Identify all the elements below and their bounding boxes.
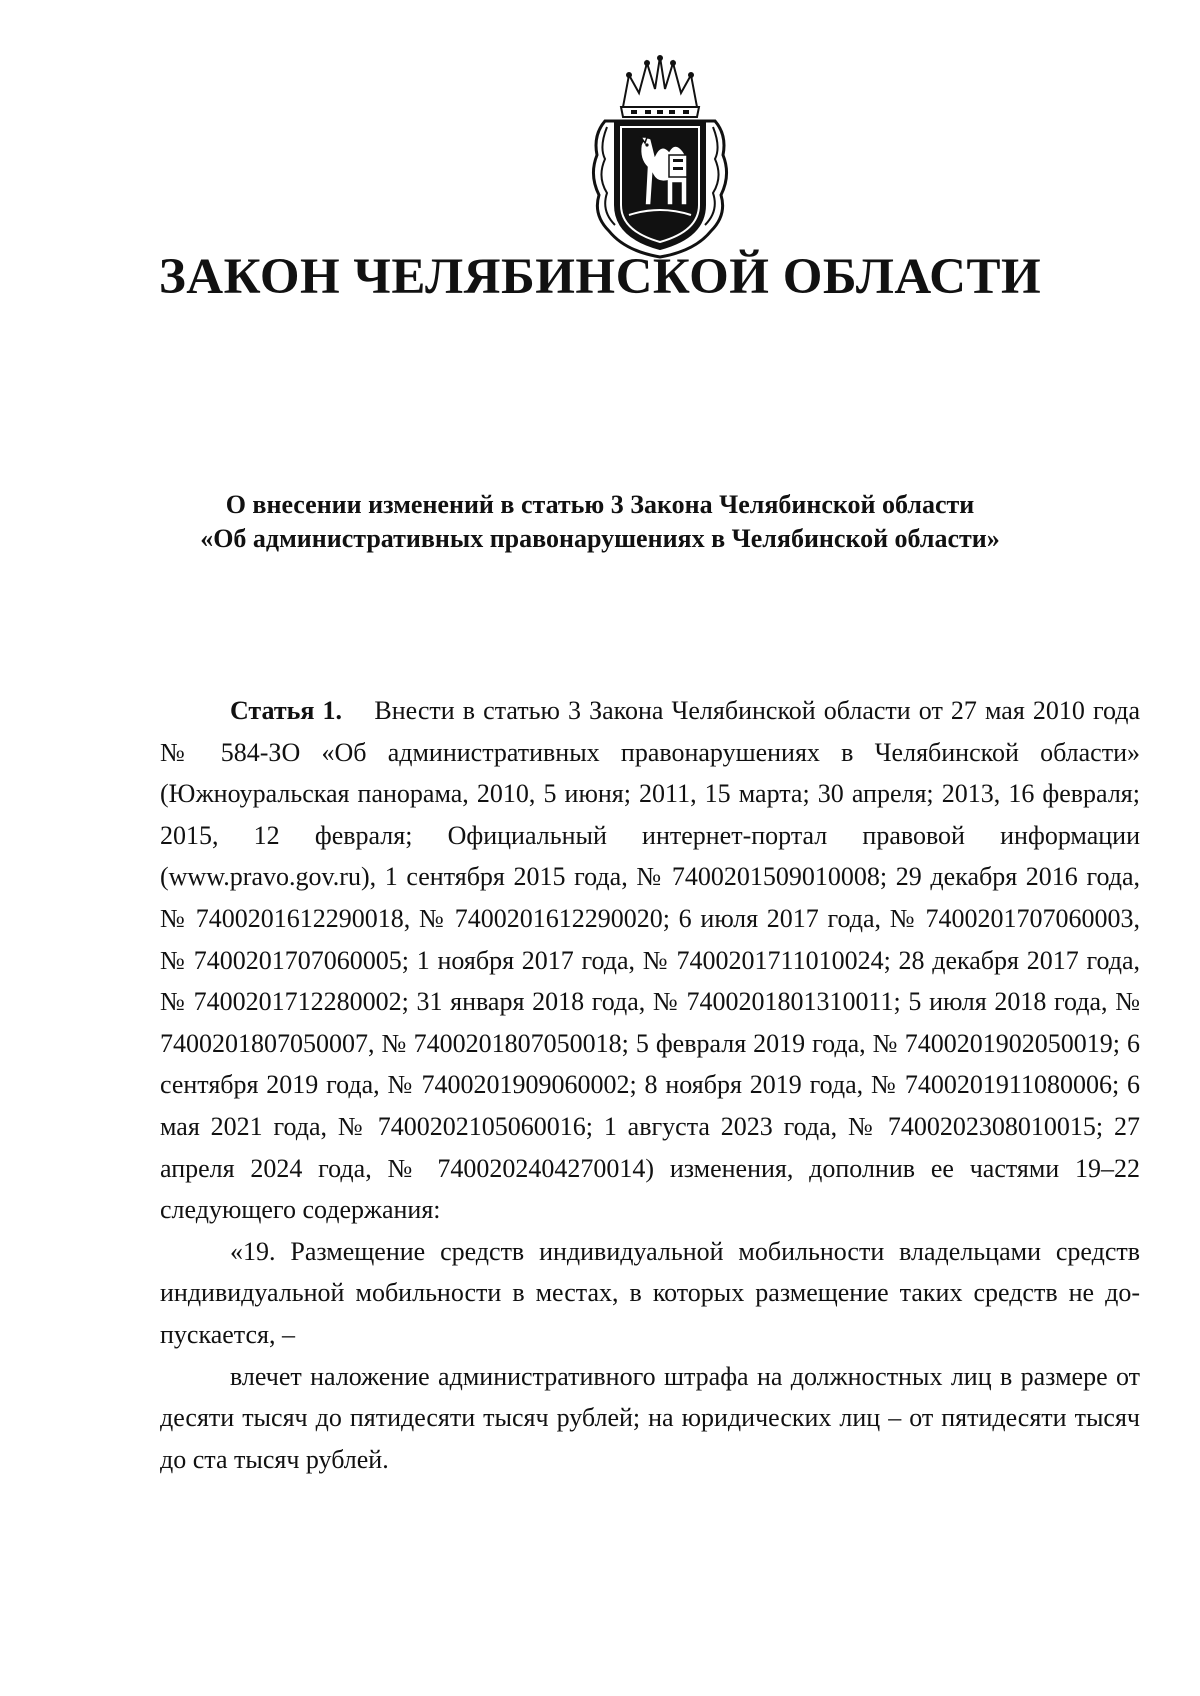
part-19-paragraph: «19. Размещение средств индивидуальной мобильности владельцами средств индивидуальной мобильности в местах, в которых размещение таких средств не допускается, – <box>160 1236 1140 1349</box>
article-1-label: Статья 1. <box>230 696 343 725</box>
law-title: ЗАКОН ЧЕЛЯБИНСКОЙ ОБЛАСТИ <box>158 249 1042 305</box>
document-body <box>160 690 1140 1480</box>
subtitle-line-2: «Об административных правонарушениях в Челябинской области» <box>200 524 1000 553</box>
law-subtitle <box>0 488 1200 556</box>
coat-of-arms-icon <box>585 55 735 260</box>
penalty-19-paragraph: влечет наложение административного штрафа на должностных лиц в размере от десяти тысяч до пятидесяти тысяч рублей; на юридических лиц – от пятидесяти тысяч до ста тысяч рублей. <box>160 1361 1140 1474</box>
article-1-paragraph <box>160 690 1140 1231</box>
subtitle-line-1: О внесении изменений в статью 3 Закона Челябинской области <box>225 490 975 519</box>
article-1-text: Внести в статью 3 Закона Челябинской области от 27 мая 2010 года № 584-ЗО «Об административных правонарушениях в Челябинской области» (Южноуральская панорама, 2010, 5 июня; 2011, 15 марта; 30 апреля; 2013, 16 февраля; 2015, 12 февраля; Официальный интернет-портал правовой информации (www.pravo.gov.ru), 1 сентября 2015 года, № 7400201509010008; 29 декабря 2016 года, № 7400201612290018, № 7400201612290020; 6 июля 2017 года, № 7400201707060003, № 7400201707060005; 1 ноября 2017 года, № 7400201711010024; 28 декабря 2017 года, № 7400201712280002; 31 января 2018 года, № 7400201801310011; 5 июля 2018 года, № 7400201807050007, № 7400201807050018; 5 февраля 2019 года, № 7400201902050019; 6 сентября 2019 года, № 7400201909060002; 8 ноября 2019 года, № 7400201911080006; 6 мая 2021 года, № 7400202105060016; 1 августа 2023 года, № 7400202308010015; 27 апреля 2024 года, № 7400202404270014) изменения, дополнив ее частями 19–22 следующего содержания: <box>160 696 1140 1225</box>
